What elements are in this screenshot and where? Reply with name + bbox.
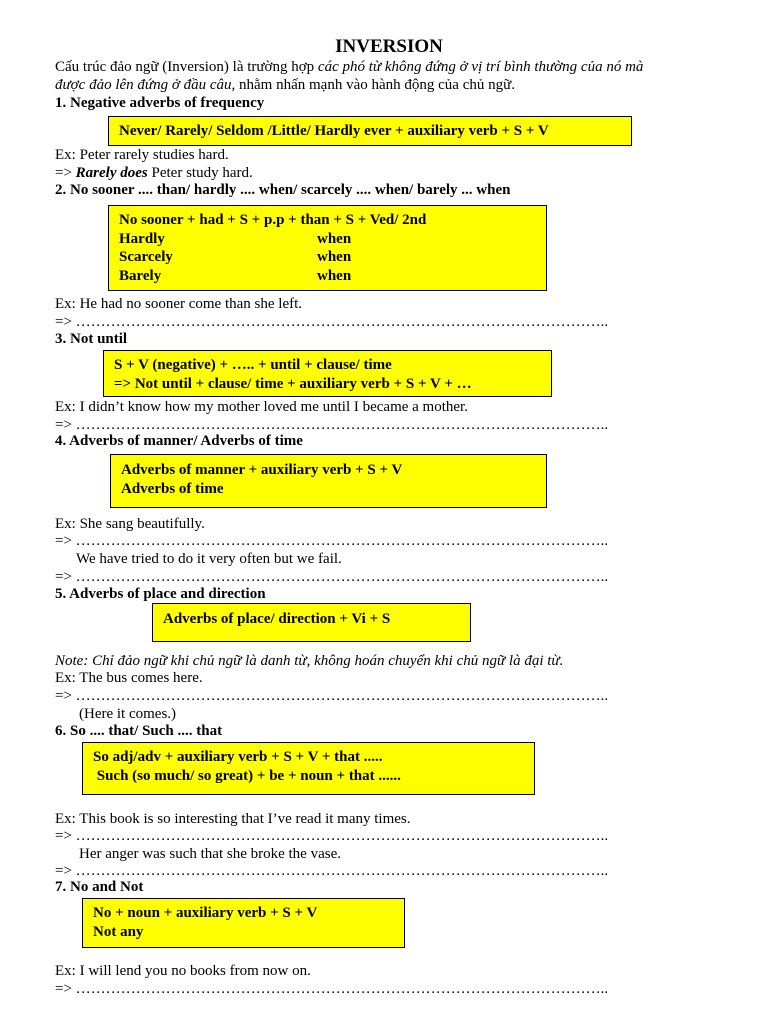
- section-6-example-1: Ex: This book is so interesting that I’ve read it many times.: [55, 811, 411, 827]
- answer-blank: => ……………………………………………………………………………………………..: [55, 533, 609, 549]
- section-2-formula-line: No sooner + had + S + p.p + than + S + Ved/ 2nd: [119, 212, 427, 228]
- intro-line-1: [55, 58, 643, 76]
- intro-text-3: được đảo lên đứng ở đầu câu: [55, 77, 232, 93]
- section-6-formula-line-2: Such (so much/ so great) + be + noun + that ......: [93, 767, 401, 784]
- section-5-heading: 5. Adverbs of place and direction: [55, 586, 266, 602]
- section-3-example: Ex: I didn’t know how my mother loved me until I became a mother.: [55, 399, 468, 415]
- section-1-answer: [55, 164, 253, 182]
- row-left: Barely: [119, 267, 162, 284]
- answer-blank: => ……………………………………………………………………………………………..: [55, 828, 609, 844]
- row-right: when: [317, 249, 352, 265]
- section-5-example: Ex: The bus comes here.: [55, 670, 203, 686]
- intro-text-1: Cấu trúc đảo ngữ (Inversion) là trường hợp: [55, 59, 318, 75]
- answer-prefix: =>: [55, 165, 76, 181]
- section-2-formula-box: [108, 205, 547, 291]
- section-5-formula: Adverbs of place/ direction + Vi + S: [163, 611, 391, 627]
- section-3-formula-line-1: S + V (negative) + ….. + until + clause/ time: [114, 357, 392, 373]
- intro-text-2: các phó từ không đứng ở vị trí bình thường của nó mà: [317, 59, 644, 75]
- section-1-formula: Never/ Rarely/ Seldom /Little/ Hardly ever + auxiliary verb + S + V: [119, 123, 549, 139]
- row-left: Hardly: [119, 230, 165, 247]
- row-left: Scarcely: [119, 249, 173, 265]
- answer-blank: => ……………………………………………………………………………………………..: [55, 981, 609, 997]
- section-4-formula-line-2: Adverbs of time: [121, 480, 224, 497]
- section-3-formula-line-2: => Not until + clause/ time + auxiliary verb + S + V + …: [114, 375, 472, 392]
- section-4-example-2: We have tried to do it very often but we fail.: [76, 551, 342, 567]
- section-2-row: [119, 267, 546, 286]
- section-4-heading: 4. Adverbs of manner/ Adverbs of time: [55, 433, 303, 449]
- answer-blank: => ……………………………………………………………………………………………..: [55, 417, 609, 433]
- section-2-heading: 2. No sooner .... than/ hardly .... when/ scarcely .... when/ barely ... when: [55, 182, 511, 198]
- answer-blank: => ……………………………………………………………………………………………..: [55, 688, 609, 704]
- section-5-aside: (Here it comes.): [79, 706, 177, 722]
- answer-blank: => ……………………………………………………………………………………………..: [55, 569, 609, 585]
- section-2-row: [119, 230, 546, 249]
- intro-text-4: , nhằm nhấn mạnh vào hành động của chủ ngữ.: [231, 77, 515, 93]
- section-4-formula-box: [110, 454, 547, 508]
- answer-rest: Peter study hard.: [147, 165, 253, 181]
- section-4-example-1: Ex: She sang beautifully.: [55, 516, 205, 532]
- section-1-formula-box: [108, 116, 632, 146]
- section-7-heading: 7. No and Not: [55, 879, 144, 895]
- intro-line-2: [55, 76, 515, 94]
- page-title: INVERSION: [335, 36, 443, 57]
- section-5-formula-box: [152, 603, 471, 642]
- section-3-formula-box: [103, 350, 552, 397]
- section-4-formula-line-1: Adverbs of manner + auxiliary verb + S + V: [121, 462, 403, 478]
- section-2-example: Ex: He had no sooner come than she left.: [55, 296, 303, 312]
- section-7-formula-line-1: No + noun + auxiliary verb + S + V: [93, 905, 318, 921]
- answer-blank: => ……………………………………………………………………………………………..: [55, 863, 609, 879]
- section-7-example: Ex: I will lend you no books from now on.: [55, 963, 311, 979]
- answer-emphasis: Rarely does: [75, 165, 148, 181]
- section-1-heading: 1. Negative adverbs of frequency: [55, 95, 265, 111]
- section-3-heading: 3. Not until: [55, 331, 128, 347]
- row-right: when: [317, 267, 352, 284]
- section-5-note: Note: Chỉ đảo ngữ khi chủ ngữ là danh từ, không hoán chuyển khi chủ ngữ là đại từ.: [55, 653, 564, 669]
- row-right: when: [317, 230, 352, 247]
- section-6-formula-line-1: So adj/adv + auxiliary verb + S + V + that .....: [93, 749, 383, 765]
- answer-blank: => ……………………………………………………………………………………………..: [55, 314, 609, 330]
- section-7-formula-line-2: Not any: [93, 923, 144, 940]
- section-6-heading: 6. So .... that/ Such .... that: [55, 723, 223, 739]
- section-2-row: [119, 248, 546, 267]
- section-6-formula-box: [82, 742, 535, 795]
- section-1-example: Ex: Peter rarely studies hard.: [55, 147, 229, 163]
- section-6-example-2: Her anger was such that she broke the vase.: [79, 846, 341, 862]
- section-7-formula-box: [82, 898, 405, 948]
